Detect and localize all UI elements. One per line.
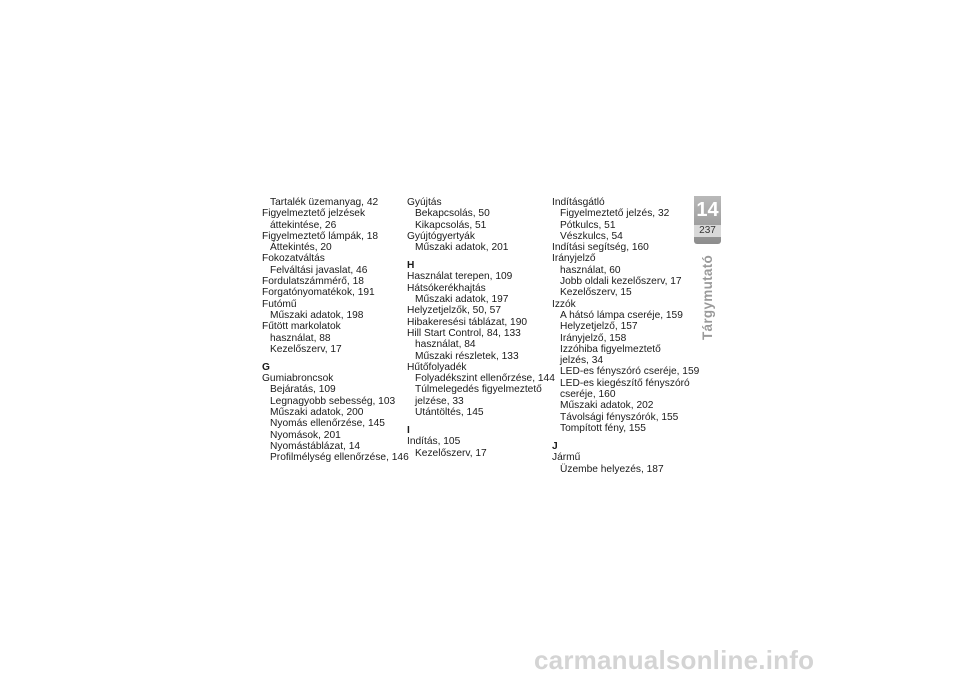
index-subentry: LED-es kiegészítő fényszóró	[560, 377, 690, 389]
index-subentry: Műszaki adatok, 200	[270, 407, 364, 419]
index-subentry: Üzembe helyezés, 187	[560, 463, 664, 475]
index-entry: Jármű	[552, 452, 581, 464]
index-subentry: használat, 60	[560, 264, 621, 276]
index-subentry: Felváltási javaslat, 46	[270, 264, 368, 276]
chapter-number: 14	[696, 199, 719, 221]
index-subentry: Túlmelegedés figyelmeztető	[415, 384, 542, 396]
index-subentry: Utántöltés, 145	[415, 407, 484, 419]
index-subentry: Tompított fény, 155	[560, 422, 646, 434]
index-column-1	[262, 197, 409, 464]
index-subentry: Nyomások, 201	[270, 429, 341, 441]
index-entry: Fokozatváltás	[262, 253, 325, 265]
index-column-2	[407, 197, 555, 459]
index-subentry: Folyadékszint ellenőrzése, 144	[415, 373, 555, 385]
index-subentry: használat, 84	[415, 339, 476, 351]
section-title: Tárgymutató	[700, 254, 715, 340]
index-letter-heading: I	[407, 425, 410, 437]
index-subentry: Műszaki részletek, 133	[415, 350, 519, 362]
index-subentry: Vészkulcs, 54	[560, 230, 623, 242]
watermark: carmanualsonline.info	[534, 645, 815, 675]
index-entry: Forgatónyomatékok, 191	[262, 287, 375, 299]
index-entry: Indításgátló	[552, 197, 605, 208]
index-entry: Fordulatszámmérő, 18	[262, 276, 364, 288]
index-subentry: Profilmélység ellenőrzése, 146	[270, 452, 409, 464]
index-subentry: Kezelőszerv, 17	[415, 447, 487, 459]
page-number: 237	[694, 225, 721, 237]
index-subentry: Figyelmeztető jelzés, 32	[560, 208, 670, 220]
index-entry: Hátsókerékhajtás	[407, 282, 486, 294]
index-entry: Indítás, 105	[407, 436, 461, 448]
index-entry: Gyújtás	[407, 197, 442, 208]
index-letter-heading: G	[262, 362, 270, 374]
index-entry: Gumiabroncsok	[262, 373, 334, 385]
index-entry: Használat terepen, 109	[407, 271, 513, 283]
index-subentry: LED-es fényszóró cseréje, 159	[560, 366, 700, 378]
index-entry: Indítási segítség, 160	[552, 242, 649, 254]
index-letter-heading: J	[552, 441, 558, 453]
index-entry: Hibakeresési táblázat, 190	[407, 316, 528, 328]
index-entry: Gyújtógyertyák	[407, 230, 475, 242]
index-entry: Irányjelző	[552, 253, 596, 265]
index-subentry: Áttekintés, 20	[270, 242, 332, 254]
index-subentry: Kezelőszerv, 17	[270, 343, 342, 355]
index-subentry: Pótkulcs, 51	[560, 219, 616, 231]
index-subentry: használat, 88	[270, 332, 331, 344]
index-subentry: jelzés, 34	[560, 355, 604, 367]
index-subentry: A hátsó lámpa cseréje, 159	[560, 309, 683, 321]
index-subentry: Irányjelző, 158	[560, 332, 627, 344]
index-entry: Figyelmeztető jelzések	[262, 208, 366, 220]
index-subentry: Kikapcsolás, 51	[415, 219, 487, 231]
index-letter-heading: H	[407, 260, 415, 272]
index-subentry: Műszaki adatok, 198	[270, 309, 364, 321]
index-entry: Izzók	[552, 298, 576, 310]
index-subentry: Tartalék üzemanyag, 42	[270, 197, 379, 208]
index-subentry: Izzóhiba figyelmeztető	[560, 343, 661, 355]
index-subentry: Bejáratás, 109	[270, 384, 336, 396]
index-entry: Hűtőfolyadék	[407, 361, 467, 373]
index-entry: Futómű	[262, 298, 297, 310]
index-subentry: jelzése, 33	[415, 395, 464, 407]
index-entry: Fűtött markolatok	[262, 321, 341, 333]
index-column-3	[552, 197, 700, 475]
index-subentry: Kezelőszerv, 15	[560, 287, 632, 299]
index-subentry: Bekapcsolás, 50	[415, 208, 490, 220]
index-subentry: Legnagyobb sebesség, 103	[270, 395, 396, 407]
index-entry: Figyelmeztető lámpák, 18	[262, 230, 379, 242]
index-subentry: Távolsági fényszórók, 155	[560, 411, 679, 423]
index-subentry: Nyomástáblázat, 14	[270, 440, 361, 452]
chapter-tab	[694, 196, 721, 244]
index-subentry: Nyomás ellenőrzése, 145	[270, 418, 385, 430]
index-entry: Hill Start Control, 84, 133	[407, 327, 521, 339]
index-subentry: Műszaki adatok, 197	[415, 294, 509, 306]
index-subentry: cseréje, 160	[560, 389, 616, 401]
index-entry: Helyzetjelzők, 50, 57	[407, 305, 502, 317]
index-subentry: Műszaki adatok, 201	[415, 242, 509, 254]
index-subentry: áttekintése, 26	[270, 219, 337, 231]
index-subentry: Műszaki adatok, 202	[560, 400, 654, 412]
index-subentry: Jobb oldali kezelőszerv, 17	[560, 276, 682, 288]
index-subentry: Helyzetjelző, 157	[560, 321, 638, 333]
